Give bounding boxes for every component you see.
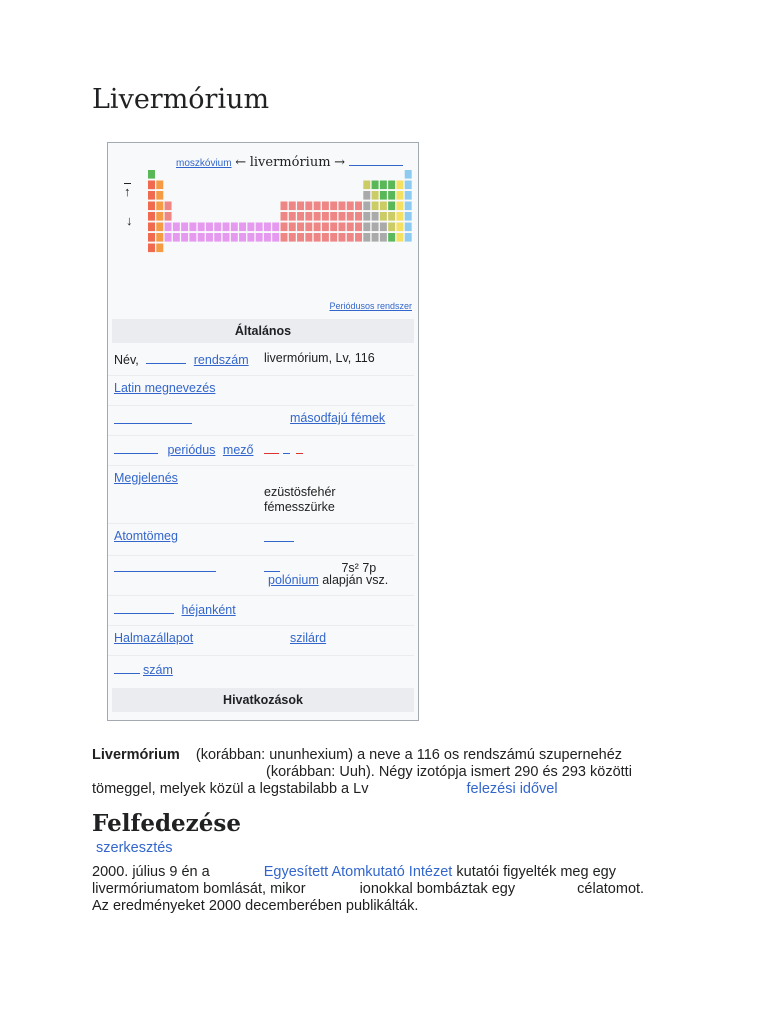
pt-cell [148,170,155,179]
pt-cell [322,233,329,242]
current-element: livermórium [249,155,331,170]
pt-cell [372,212,379,221]
pt-cell [156,223,163,232]
pt-cell [396,233,403,242]
pt-cell [338,202,345,211]
pt-cell [165,233,172,242]
series-value-link[interactable]: másodfajú fémek [290,411,386,425]
pt-cell [396,212,403,221]
pt-cell [322,212,329,221]
pt-cell [363,181,370,190]
pt-cell [388,223,395,232]
period-link[interactable]: periódus [167,443,216,457]
number-link[interactable]: szám [143,663,173,677]
pt-cell [214,223,221,232]
pt-cell [396,181,403,190]
pt-cell [314,223,321,232]
next-element-link[interactable] [349,153,403,166]
pt-cell [223,233,230,242]
pt-cell [148,212,155,221]
pt-cell [214,233,221,242]
pt-cell [189,223,196,232]
pt-cell [156,244,163,253]
pt-cell [405,233,412,242]
jinr-link[interactable]: Egyesített Atomkutató Intézet [263,864,453,880]
pt-cell [388,233,395,242]
pt-cell [305,212,312,221]
pt-cell [289,233,296,242]
pt-cell [289,202,296,211]
periodic-table-mini [148,170,413,276]
pt-cell [330,233,337,242]
pt-cell [165,212,172,221]
pt-cell [338,212,345,221]
pt-cell [322,202,329,211]
pt-cell [330,202,337,211]
polonium-link[interactable]: polónium [268,573,319,587]
pt-cell [355,202,362,211]
lead-paragraph: Livermórium (korábban: ununhexium) a neve a 116 os rendszámú szupernehéz (korábban: Uuh). Négy izotópja ismert 290 és 293 közötti tömeggel, melyek közül a legstabilabb a Lv felezési idővel [92,747,632,797]
periodic-table-link[interactable]: Periódusos rendszer [329,301,412,311]
pt-cell [206,223,213,232]
pt-cell [156,191,163,200]
pt-cell [148,191,155,200]
pt-cell [355,223,362,232]
pt-cell [305,233,312,242]
pt-cell [256,233,263,242]
section-heading-discovery: Felfedezése [92,810,241,837]
pt-cell [272,223,279,232]
pt-cell [405,223,412,232]
pt-cell [347,202,354,211]
name-value: livermórium, Lv, 116 [264,351,375,365]
pt-cell [338,223,345,232]
state-value-link[interactable]: szilárd [290,631,327,645]
pt-cell [305,223,312,232]
element-nav [176,153,412,170]
pt-cell [363,212,370,221]
pt-cell [322,223,329,232]
pt-cell [355,212,362,221]
pt-cell [405,181,412,190]
pt-cell [405,170,412,179]
pt-cell [297,223,304,232]
pt-cell [231,223,238,232]
pt-cell [206,233,213,242]
pt-cell [281,223,288,232]
pt-cell [338,233,345,242]
nav-arrow-right: → [334,155,346,170]
pt-cell [148,223,155,232]
pt-cell [363,202,370,211]
atomic-mass-link[interactable]: Atomtömeg [114,529,178,543]
pt-cell [380,212,387,221]
block-link[interactable]: mező [222,443,254,457]
arrow-down-icon[interactable]: ↓ [126,213,133,228]
pt-cell [388,191,395,200]
pt-cell [297,212,304,221]
electron-config-suffix: alapján vsz. [322,573,389,587]
pt-cell [372,191,379,200]
pt-cell [380,202,387,211]
pt-cell [181,223,188,232]
pt-cell [173,233,180,242]
pt-cell [264,223,271,232]
pt-cell [396,223,403,232]
pt-cell [247,223,254,232]
pt-cell [281,202,288,211]
pt-cell [165,223,172,232]
pt-cell [314,202,321,211]
latin-name-link[interactable]: Latin megnevezés [114,381,216,395]
pt-cell [396,191,403,200]
pt-cell [272,233,279,242]
pt-cell [281,212,288,221]
pt-cell [347,212,354,221]
pt-cell [256,223,263,232]
pt-cell [372,181,379,190]
pt-cell [396,202,403,211]
pt-cell [173,223,180,232]
edit-section-link[interactable]: szerkesztés [96,840,173,856]
pt-cell [181,233,188,242]
pt-cell [223,223,230,232]
pt-cell [372,202,379,211]
pt-cell [264,233,271,242]
appearance-value-1: ezüstösfehér [264,485,336,499]
pt-cell [363,233,370,242]
pt-cell [347,233,354,242]
pt-cell [198,223,205,232]
pt-cell [247,233,254,242]
pt-cell [239,223,246,232]
per-shell-link[interactable]: héjanként [181,603,236,617]
pt-cell [239,233,246,242]
arrow-up-icon[interactable]: ↑ [124,184,131,199]
state-link[interactable]: Halmazállapot [114,631,194,645]
series-label-link[interactable] [114,411,192,424]
pt-cell [156,233,163,242]
pt-cell [372,223,379,232]
pt-cell [363,223,370,232]
lead-bold-term: Livermórium [92,747,180,763]
pt-cell [330,223,337,232]
cas-link[interactable] [114,661,140,674]
pt-cell [281,233,288,242]
pt-cell [388,181,395,190]
pt-cell [148,233,155,242]
electron-config-value: 7s² 7p [341,561,377,575]
name-symbol-link[interactable] [146,351,186,364]
pt-cell [148,202,155,211]
pt-cell [380,223,387,232]
pt-cell [363,191,370,200]
pt-cell [156,202,163,211]
page-title: Livermórium [92,84,270,115]
pt-cell [330,212,337,221]
section-references: Hivatkozások [112,688,414,712]
pt-cell [305,202,312,211]
pt-cell [380,191,387,200]
pt-cell [405,212,412,221]
pt-cell [380,233,387,242]
atomic-mass-value[interactable] [264,529,294,542]
prev-element-link[interactable]: moszkóvium [176,158,232,169]
pt-cell [156,181,163,190]
pt-cell [347,223,354,232]
pt-cell [355,233,362,242]
appearance-value-2: fémesszürke [264,500,335,514]
pt-cell [148,181,155,190]
group-link[interactable] [114,441,158,454]
appearance-link[interactable]: Megjelenés [114,471,178,485]
pt-cell [156,212,163,221]
name-label: Név, [114,353,139,367]
atomic-number-link[interactable]: rendszám [193,353,249,367]
pt-cell [388,202,395,211]
half-life-link[interactable]: felezési idővel [466,781,558,797]
pt-cell [165,202,172,211]
nav-arrow-left: ← [235,155,247,170]
pt-cell [231,233,238,242]
electrons-link[interactable] [114,601,174,614]
pt-cell [380,181,387,190]
section-general: Általános [112,319,414,343]
pt-cell [372,233,379,242]
pt-cell [405,191,412,200]
pt-cell [189,233,196,242]
pt-cell [198,233,205,242]
pt-cell [289,223,296,232]
pt-cell [314,233,321,242]
group-period-block-values [264,441,303,457]
discovery-paragraph: 2000. július 9 én a Egyesített Atomkutató Intézet kutatói figyelték meg egy livermóriumatom bomlását, mikor ionokkal bombáztak egy célatomot. Az eredményeket 2000 decemberében publikálták. [92,864,645,914]
pt-cell [314,212,321,221]
pt-cell [148,244,155,253]
pt-cell [297,202,304,211]
pt-cell [405,202,412,211]
pt-cell [289,212,296,221]
electron-config-link[interactable] [114,559,216,572]
pt-cell [297,233,304,242]
pt-cell [388,212,395,221]
infobox [107,142,419,721]
